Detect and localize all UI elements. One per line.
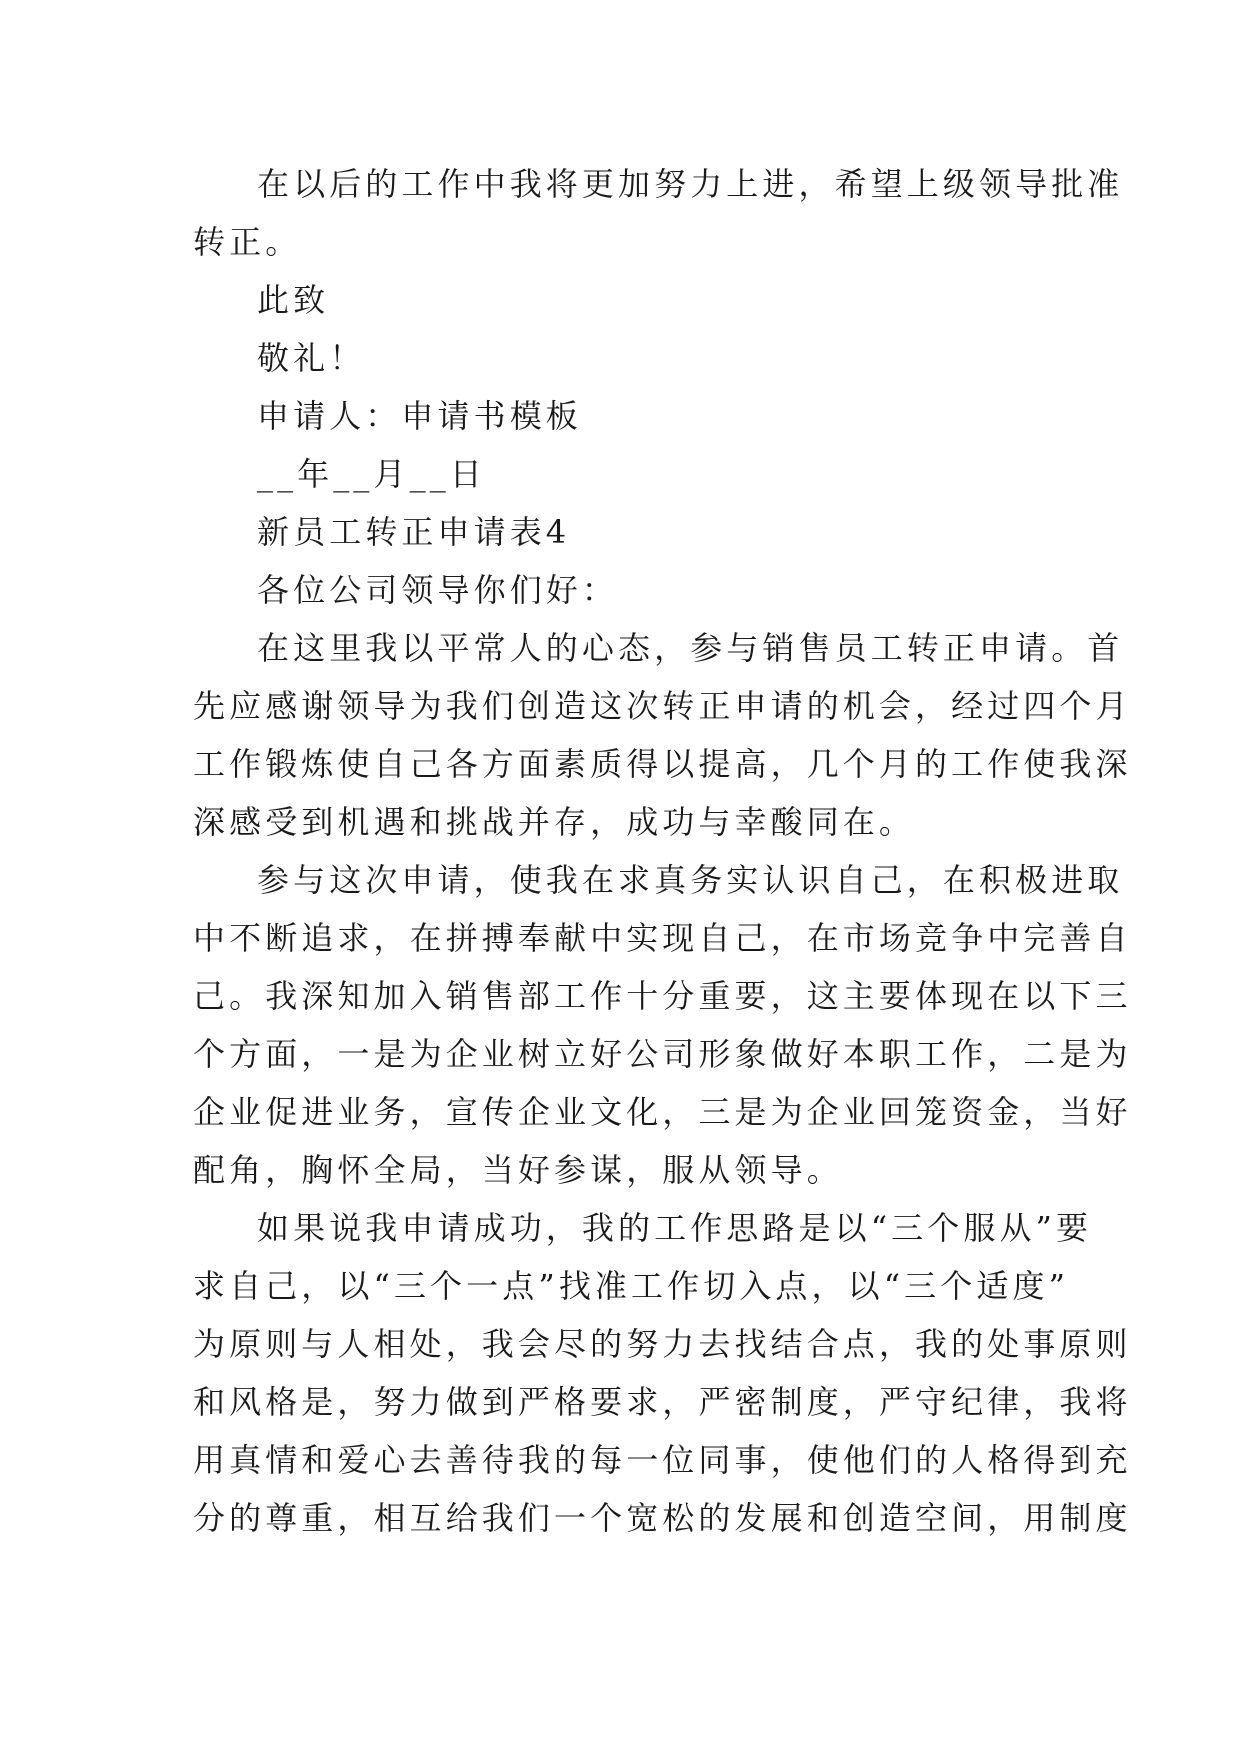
paragraph-line: 工作锻炼使自己各方面素质得以提高，几个月的工作使我深 [193,745,1132,783]
paragraph-line: 分的尊重，相互给我们一个宽松的发展和创造空间，用制度 [193,1499,1132,1537]
closing-line: 敬礼！ [257,339,366,377]
paragraph-line: 求自己，以“三个一点”找准工作切入点，以“三个适度” [193,1267,1070,1305]
paragraph-line: 和风格是，努力做到严格要求，严密制度，严守纪律，我将 [193,1383,1132,1421]
paragraph-line: 先应感谢领导为我们创造这次转正申请的机会，经过四个月 [193,687,1132,725]
paragraph-line: 为原则与人相处，我会尽的努力去找结合点，我的处事原则 [193,1325,1132,1363]
paragraph-line: 中不断追求，在拼搏奉献中实现自己，在市场竞争中完善自 [193,919,1132,957]
applicant-line: 申请人：申请书模板 [257,397,582,435]
paragraph-line: 企业促进业务，宣传企业文化，三是为企业回笼资金，当好 [193,1093,1132,1131]
paragraph-line: 深感受到机遇和挑战并存，成功与幸酸同在。 [193,803,916,841]
paragraph-line: 在以后的工作中我将更加努力上进，希望上级领导批准 [257,165,1124,203]
paragraph-line: 在这里我以平常人的心态，参与销售员工转正申请。首 [257,629,1124,667]
salutation-line: 各位公司领导你们好： [257,571,619,609]
paragraph-line: 个方面，一是为企业树立好公司形象做好本职工作，二是为 [193,1035,1132,1073]
date-line: __年__月__日 [257,455,486,493]
closing-line: 此致 [257,281,330,319]
paragraph-line: 用真情和爱心去善待我的每一位同事，使他们的人格得到充 [193,1441,1132,1479]
paragraph-line: 参与这次申请，使我在求真务实认识自己，在积极进取 [257,861,1124,899]
paragraph-line: 配角，胸怀全局，当好参谋，服从领导。 [193,1151,843,1189]
paragraph-line: 转正。 [193,223,302,261]
section-title: 新员工转正申请表4 [257,513,571,551]
paragraph-line: 如果说我申请成功，我的工作思路是以“三个服从”要 [257,1209,1093,1247]
paragraph-line: 己。我深知加入销售部工作十分重要，这主要体现在以下三 [193,977,1132,1015]
